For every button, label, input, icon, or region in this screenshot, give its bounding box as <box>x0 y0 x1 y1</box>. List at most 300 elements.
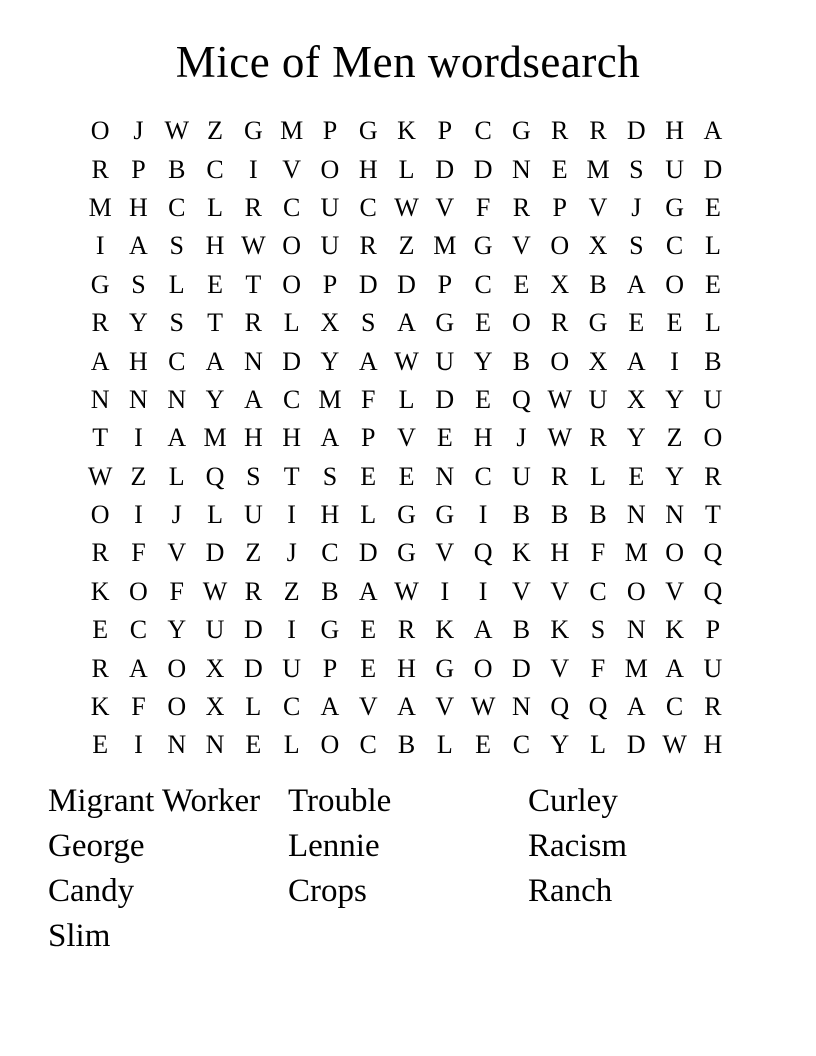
grid-letter: A <box>320 423 340 453</box>
grid-letter: G <box>435 500 455 530</box>
grid-letter: Y <box>626 423 646 453</box>
grid-letter: C <box>589 576 607 606</box>
grid-letter: A <box>473 615 493 645</box>
grid-letter: A <box>626 346 646 376</box>
grid-letter: D <box>243 615 263 645</box>
grid-letter: V <box>550 653 570 683</box>
grid-letter: D <box>626 730 646 760</box>
grid-letter: A <box>167 423 187 453</box>
grid-letter: A <box>626 269 646 299</box>
grid-letter: H <box>397 653 416 683</box>
grid-letter: E <box>92 615 109 645</box>
grid-letter: T <box>92 423 109 453</box>
grid-letter: K <box>435 615 455 645</box>
grid-letter: R <box>91 308 109 338</box>
grid-letter: H <box>320 500 340 530</box>
grid-letter: W <box>87 461 113 491</box>
grid-letter: E <box>92 730 109 760</box>
grid-letter: X <box>205 692 225 722</box>
grid-letter: N <box>167 730 187 760</box>
grid-letter: W <box>547 384 572 414</box>
grid-letter: C <box>321 538 339 568</box>
grid-letter: W <box>202 576 228 606</box>
grid-letter: M <box>586 154 610 184</box>
grid-letter: O <box>473 653 493 683</box>
grid-letter: E <box>436 423 453 453</box>
grid-letter: U <box>435 346 455 376</box>
grid-letter: Y <box>320 346 340 376</box>
grid-letter: E <box>475 384 492 414</box>
grid-letter: I <box>478 500 488 530</box>
grid-letter: P <box>437 116 453 146</box>
grid-letter: L <box>283 730 300 760</box>
word-list-item: Crops <box>288 873 367 909</box>
grid-letter: T <box>207 308 223 338</box>
grid-letter: X <box>588 346 608 376</box>
grid-letter: P <box>705 615 721 645</box>
grid-letter: W <box>394 576 419 606</box>
grid-letter: C <box>474 269 492 299</box>
grid-letter: O <box>167 653 187 683</box>
grid-letter: W <box>394 346 419 376</box>
grid-letter: U <box>588 384 608 414</box>
grid-letter: C <box>474 116 492 146</box>
grid-letter: K <box>512 538 531 568</box>
grid-letter: N <box>90 384 110 414</box>
word-list-item: Trouble <box>288 783 392 819</box>
grid-letter: N <box>129 384 148 414</box>
grid-letter: O <box>320 154 340 184</box>
word-list-item: Curley <box>528 783 618 819</box>
grid-letter: K <box>90 576 110 606</box>
grid-letter: R <box>551 461 569 491</box>
grid-letter: M <box>624 653 648 683</box>
grid-letter: Y <box>550 730 570 760</box>
grid-letter: C <box>129 615 148 645</box>
word-list-item: Lennie <box>288 828 380 864</box>
grid-letter: Q <box>703 576 723 606</box>
grid-letter: A <box>90 346 110 376</box>
grid-letter: O <box>626 576 646 606</box>
grid-letter: H <box>129 346 148 376</box>
grid-letter: B <box>551 500 569 530</box>
grid-letter: L <box>207 192 223 222</box>
grid-letter: U <box>703 653 723 683</box>
grid-letter: D <box>243 653 263 683</box>
grid-letter: I <box>95 231 105 261</box>
grid-letter: M <box>624 538 648 568</box>
grid-letter: D <box>703 154 723 184</box>
grid-letter: K <box>665 615 684 645</box>
grid-letter: H <box>703 730 723 760</box>
grid-letter: A <box>665 653 684 683</box>
grid-letter: E <box>704 192 721 222</box>
grid-letter: L <box>398 154 415 184</box>
grid-letter: E <box>628 308 645 338</box>
grid-letter: V <box>588 192 608 222</box>
grid-letter: A <box>129 231 148 261</box>
grid-letter: Z <box>245 538 262 568</box>
grid-letter: O <box>665 269 684 299</box>
word-list-item: Ranch <box>528 873 613 909</box>
grid-letter: O <box>282 231 302 261</box>
word-list-item: Migrant Worker <box>48 783 261 819</box>
grid-letter: R <box>704 461 722 491</box>
grid-letter: T <box>704 500 721 530</box>
grid-letter: R <box>551 116 569 146</box>
grid-letter: D <box>435 384 455 414</box>
grid-letter: U <box>205 615 225 645</box>
grid-letter: S <box>360 308 376 338</box>
grid-letter: I <box>134 730 143 760</box>
grid-letter: D <box>626 116 646 146</box>
grid-letter: S <box>590 615 606 645</box>
grid-letter: A <box>397 692 416 722</box>
grid-letter: H <box>550 538 570 568</box>
grid-letter: O <box>90 500 110 530</box>
grid-letter: C <box>665 231 684 261</box>
grid-letter: I <box>478 576 488 606</box>
grid-letter: A <box>703 116 723 146</box>
grid-letter: O <box>167 692 187 722</box>
grid-letter: F <box>131 538 146 568</box>
grid-letter: L <box>245 692 262 722</box>
grid-letter: H <box>243 423 263 453</box>
grid-letter: U <box>512 461 531 491</box>
grid-letter: C <box>665 692 684 722</box>
grid-letter: D <box>512 653 531 683</box>
grid-letter: Y <box>473 346 493 376</box>
grid-letter: B <box>589 269 607 299</box>
grid-letter: R <box>512 192 531 222</box>
grid-letter: E <box>628 461 645 491</box>
grid-letter: Z <box>130 461 147 491</box>
grid-letter: N <box>167 384 187 414</box>
grid-letter: L <box>590 730 606 760</box>
grid-letter: G <box>588 308 608 338</box>
letter-grid <box>81 112 732 765</box>
grid-letter: R <box>589 116 607 146</box>
grid-letter: N <box>435 461 455 491</box>
grid-letter: X <box>626 384 646 414</box>
grid-letter: L <box>704 308 721 338</box>
grid-letter: G <box>358 116 378 146</box>
grid-letter: S <box>246 461 261 491</box>
grid-letter: N <box>665 500 684 530</box>
grid-letter: G <box>397 538 416 568</box>
grid-letter: W <box>470 692 496 722</box>
grid-letter: N <box>512 692 531 722</box>
grid-letter: I <box>249 154 258 184</box>
grid-letter: B <box>397 730 416 760</box>
grid-letter: V <box>550 576 570 606</box>
grid-letter: L <box>207 500 223 530</box>
grid-letter: K <box>397 116 416 146</box>
grid-letter: C <box>168 346 186 376</box>
grid-letter: G <box>435 653 455 683</box>
grid-letter: K <box>550 615 570 645</box>
grid-letter: R <box>704 692 722 722</box>
grid-letter: X <box>550 269 570 299</box>
grid-letter: L <box>590 461 606 491</box>
grid-letter: V <box>512 576 531 606</box>
grid-letter: E <box>513 269 530 299</box>
grid-letter: R <box>589 423 607 453</box>
grid-letter: Y <box>665 384 684 414</box>
grid-letter: F <box>131 692 146 722</box>
grid-letter: Z <box>207 116 223 146</box>
grid-letter: F <box>590 653 606 683</box>
grid-letter: X <box>320 308 340 338</box>
grid-letter: A <box>358 576 378 606</box>
grid-letter: L <box>360 500 377 530</box>
grid-letter: C <box>512 730 531 760</box>
grid-letter: D <box>397 269 416 299</box>
grid-letter: U <box>665 154 684 184</box>
grid-letter: B <box>512 346 531 376</box>
grid-letter: R <box>91 653 109 683</box>
grid-letter: H <box>282 423 302 453</box>
grid-letter: N <box>512 154 531 184</box>
grid-letter: R <box>91 154 109 184</box>
grid-letter: Q <box>588 692 608 722</box>
grid-letter: Y <box>205 384 225 414</box>
grid-letter: J <box>516 423 527 453</box>
grid-letter: R <box>244 192 262 222</box>
grid-letter: O <box>90 116 110 146</box>
grid-letter: M <box>433 231 457 261</box>
grid-letter: I <box>440 576 450 606</box>
grid-letter: O <box>550 231 570 261</box>
grid-letter: V <box>397 423 416 453</box>
grid-letter: O <box>129 576 148 606</box>
grid-letter: V <box>435 538 455 568</box>
grid-letter: H <box>129 192 148 222</box>
grid-letter: V <box>512 231 531 261</box>
grid-letter: O <box>550 346 570 376</box>
grid-letter: G <box>243 116 263 146</box>
grid-letter: E <box>360 461 377 491</box>
grid-letter: Q <box>703 538 723 568</box>
grid-letter: Z <box>283 576 300 606</box>
grid-letter: N <box>205 730 225 760</box>
grid-letter: N <box>626 615 646 645</box>
word-list-column <box>528 779 627 914</box>
grid-letter: R <box>359 231 377 261</box>
grid-letter: R <box>244 576 262 606</box>
grid-letter: P <box>360 423 376 453</box>
grid-letter: K <box>90 692 110 722</box>
grid-letter: F <box>360 384 376 414</box>
grid-letter: O <box>703 423 723 453</box>
grid-letter: V <box>435 192 455 222</box>
grid-letter: B <box>589 500 607 530</box>
grid-letter: F <box>475 192 491 222</box>
word-list-item: George <box>48 828 145 864</box>
grid-letter: G <box>512 116 531 146</box>
grid-letter: P <box>322 653 338 683</box>
grid-letter: W <box>241 231 266 261</box>
grid-letter: U <box>243 500 263 530</box>
word-list-column <box>48 779 260 959</box>
grid-letter: Q <box>512 384 531 414</box>
grid-letter: S <box>131 269 146 299</box>
grid-letter: D <box>205 538 225 568</box>
grid-letter: B <box>704 346 722 376</box>
grid-letter: Y <box>167 615 187 645</box>
grid-letter: G <box>320 615 340 645</box>
grid-letter: Y <box>129 308 148 338</box>
grid-letter: S <box>629 154 644 184</box>
grid-letter: A <box>243 384 263 414</box>
word-list-item: Slim <box>48 918 111 954</box>
grid-letter: O <box>320 730 340 760</box>
grid-letter: T <box>245 269 262 299</box>
grid-letter: V <box>435 692 455 722</box>
grid-letter: F <box>169 576 184 606</box>
grid-letter: L <box>168 461 185 491</box>
grid-letter: Z <box>666 423 683 453</box>
grid-letter: G <box>665 192 684 222</box>
grid-letter: I <box>287 500 296 530</box>
grid-letter: D <box>358 538 378 568</box>
grid-letter: O <box>512 308 531 338</box>
grid-letter: I <box>134 500 143 530</box>
grid-letter: A <box>358 346 378 376</box>
grid-letter: E <box>207 269 223 299</box>
grid-letter: L <box>704 231 721 261</box>
grid-letter: W <box>394 192 419 222</box>
grid-letter: U <box>703 384 723 414</box>
grid-letter: V <box>358 692 378 722</box>
grid-letter: S <box>322 461 338 491</box>
grid-letter: R <box>551 308 569 338</box>
word-list-item: Racism <box>528 828 627 864</box>
grid-letter: X <box>588 231 608 261</box>
grid-letter: I <box>134 423 143 453</box>
grid-letter: A <box>626 692 646 722</box>
grid-letter: E <box>360 615 377 645</box>
grid-letter: A <box>397 308 416 338</box>
grid-letter: H <box>358 154 378 184</box>
grid-letter: V <box>665 576 684 606</box>
grid-letter: C <box>168 192 186 222</box>
grid-letter: W <box>164 116 190 146</box>
grid-letter: C <box>359 192 377 222</box>
grid-letter: S <box>169 231 184 261</box>
grid-letter: G <box>90 269 110 299</box>
grid-letter: G <box>397 500 416 530</box>
grid-letter: E <box>475 730 492 760</box>
grid-letter: Q <box>550 692 570 722</box>
grid-letter: A <box>205 346 225 376</box>
grid-letter: J <box>133 116 144 146</box>
grid-letter: M <box>318 384 342 414</box>
grid-letter: D <box>435 154 455 184</box>
grid-letter: W <box>547 423 572 453</box>
grid-letter: J <box>171 500 182 530</box>
grid-letter: A <box>320 692 340 722</box>
grid-letter: Z <box>398 231 415 261</box>
grid-letter: I <box>670 346 679 376</box>
grid-letter: B <box>321 576 339 606</box>
grid-letter: G <box>473 231 493 261</box>
grid-letter: H <box>205 231 225 261</box>
grid-letter: Q <box>205 461 225 491</box>
grid-letter: U <box>320 231 340 261</box>
grid-letter: E <box>245 730 262 760</box>
grid-letter: M <box>88 192 112 222</box>
grid-letter: E <box>360 653 377 683</box>
grid-letter: L <box>436 730 453 760</box>
grid-letter: L <box>398 384 415 414</box>
grid-letter: L <box>168 269 185 299</box>
grid-letter: S <box>169 308 184 338</box>
grid-letter: W <box>662 730 687 760</box>
grid-letter: H <box>665 116 684 146</box>
grid-letter: O <box>665 538 684 568</box>
grid-letter: A <box>129 653 148 683</box>
grid-letter: C <box>474 461 492 491</box>
grid-letter: Q <box>473 538 493 568</box>
grid-letter: E <box>475 308 492 338</box>
grid-letter: H <box>473 423 493 453</box>
grid-letter: E <box>666 308 683 338</box>
grid-letter: M <box>203 423 227 453</box>
grid-letter: J <box>286 538 297 568</box>
grid-letter: X <box>205 653 225 683</box>
grid-letter: P <box>437 269 453 299</box>
grid-letter: P <box>552 192 567 222</box>
grid-letter: P <box>322 116 338 146</box>
grid-letter: U <box>320 192 340 222</box>
grid-letter: V <box>167 538 187 568</box>
grid-letter: J <box>631 192 642 222</box>
grid-letter: B <box>512 500 531 530</box>
grid-letter: V <box>282 154 302 184</box>
grid-letter: Y <box>665 461 684 491</box>
grid-letter: O <box>282 269 302 299</box>
grid-letter: D <box>473 154 493 184</box>
grid-letter: B <box>512 615 531 645</box>
grid-letter: F <box>590 538 606 568</box>
grid-letter: M <box>280 116 304 146</box>
grid-letter: S <box>629 231 644 261</box>
grid-letter: D <box>358 269 378 299</box>
grid-letter: R <box>397 615 416 645</box>
grid-letter: P <box>322 269 338 299</box>
page-title: Mice of Men wordsearch <box>175 37 641 87</box>
grid-letter: C <box>282 692 301 722</box>
grid-letter: R <box>244 308 262 338</box>
grid-letter: C <box>282 192 301 222</box>
grid-letter: C <box>206 154 224 184</box>
grid-letter: I <box>287 615 296 645</box>
grid-letter: C <box>359 730 377 760</box>
grid-letter: E <box>398 461 415 491</box>
grid-letter: G <box>435 308 455 338</box>
grid-letter: N <box>243 346 263 376</box>
word-list-column <box>288 779 391 914</box>
grid-letter: P <box>131 154 146 184</box>
grid-letter: E <box>704 269 721 299</box>
grid-letter: R <box>91 538 109 568</box>
grid-letter: L <box>283 308 300 338</box>
grid-letter: D <box>282 346 302 376</box>
word-list-item: Candy <box>48 873 135 909</box>
grid-letter: B <box>168 154 186 184</box>
grid-letter: U <box>282 653 302 683</box>
